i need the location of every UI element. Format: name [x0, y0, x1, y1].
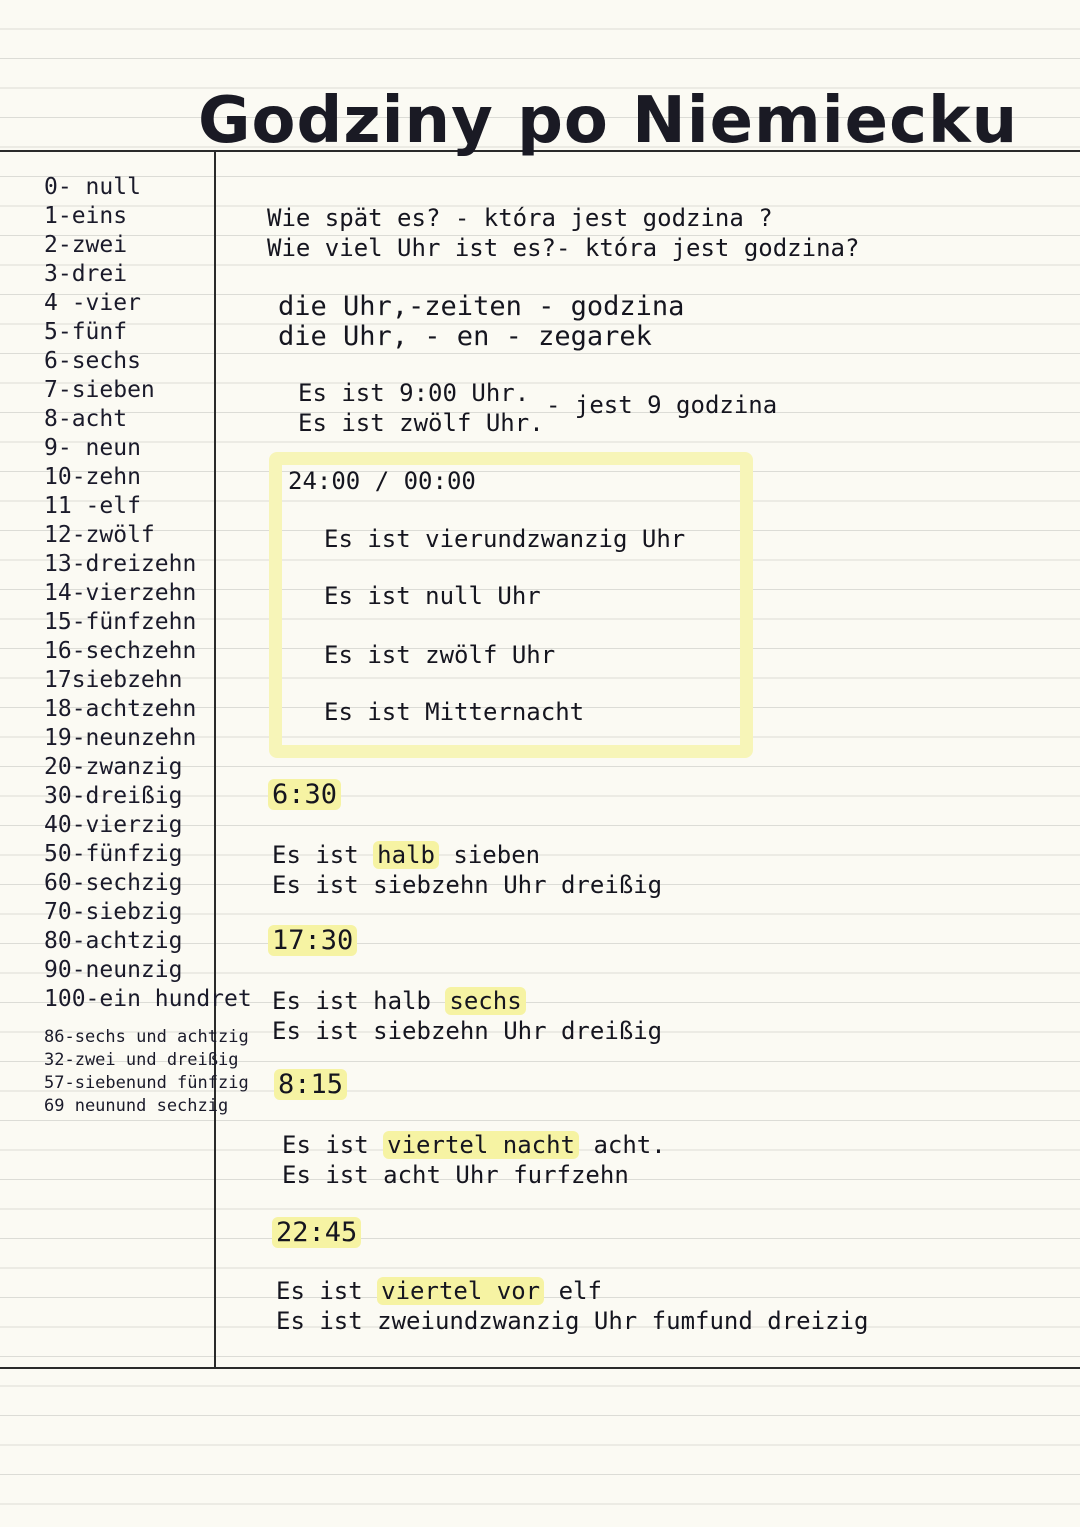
phrase-highlight: sechs [445, 987, 525, 1015]
number-item: 2-zwei [44, 232, 128, 258]
phrase-prefix: Es ist halb [272, 987, 431, 1015]
page-title: Godziny po Niemiecku [198, 84, 1019, 158]
midnight-line: Es ist Mitternacht [324, 698, 585, 726]
time-label: 6:30 [268, 779, 341, 810]
midnight-heading: 24:00 / 00:00 [288, 467, 476, 495]
number-item: 17siebzehn [44, 667, 183, 693]
time-phrase-line-2: Es ist zweiundzwanzig Uhr fumfund dreizig [276, 1307, 869, 1335]
number-item: 13-dreizehn [44, 551, 197, 577]
phrase-suffix: acht. [593, 1131, 666, 1159]
compound-number-item: 86-sechs und achtzig [44, 1027, 249, 1047]
number-item: 30-dreißig [44, 783, 183, 809]
number-item: 100-ein hundret [44, 986, 252, 1012]
number-item: 12-zwölf [44, 522, 155, 548]
vocab-line: die Uhr,-zeiten - godzina [278, 291, 685, 322]
number-item: 1-eins [44, 203, 128, 229]
phrase-highlight: halb [373, 841, 439, 869]
time-heading [272, 1218, 361, 1248]
time-label: 22:45 [272, 1217, 361, 1248]
time-phrase-line-2: Es ist acht Uhr furfzehn [282, 1161, 629, 1189]
compound-number-item: 57-siebenund fünfzig [44, 1073, 249, 1093]
time-heading [274, 1070, 347, 1100]
phrase-suffix: elf [558, 1277, 602, 1305]
number-item: 9- neun [44, 435, 141, 461]
number-item: 11 -elf [44, 493, 141, 519]
vocab-line: die Uhr, - en - zegarek [278, 321, 652, 352]
midnight-line: Es ist vierundzwanzig Uhr [324, 525, 686, 553]
number-item: 60-sechzig [44, 870, 183, 896]
number-item: 4 -vier [44, 290, 141, 316]
example-line: Es ist 9:00 Uhr. [298, 379, 530, 407]
number-item: 15-fünfzehn [44, 609, 197, 635]
midnight-line: Es ist null Uhr [324, 582, 541, 610]
compound-number-item: 69 neunund sechzig [44, 1096, 229, 1116]
time-phrase-line [276, 1276, 602, 1306]
number-item: 3-drei [44, 261, 128, 287]
number-item: 20-zwanzig [44, 754, 183, 780]
phrase-prefix: Es ist [282, 1131, 369, 1159]
number-item: 40-vierzig [44, 812, 183, 838]
number-item: 10-zehn [44, 464, 141, 490]
question-line: Wie spät es? - która jest godzina ? [267, 204, 773, 232]
number-item: 50-fünfzig [44, 841, 183, 867]
time-label: 8:15 [274, 1069, 347, 1100]
phrase-suffix: sieben [453, 841, 541, 869]
time-phrase-line [272, 986, 526, 1016]
left-margin-line [214, 150, 216, 1368]
phrase-highlight: viertel vor [377, 1277, 544, 1305]
number-item: 7-sieben [44, 377, 155, 403]
time-heading [268, 926, 357, 956]
number-item: 70-siebzig [44, 899, 183, 925]
number-item: 14-vierzehn [44, 580, 197, 606]
phrase-prefix: Es ist [272, 841, 359, 869]
phrase-highlight: viertel nacht [383, 1131, 579, 1159]
number-item: 19-neunzehn [44, 725, 197, 751]
phrase-prefix: Es ist [276, 1277, 363, 1305]
question-line: Wie viel Uhr ist es?- która jest godzina? [267, 234, 860, 262]
number-item: 90-neunzig [44, 957, 183, 983]
time-heading [268, 780, 341, 810]
time-phrase-line-2: Es ist siebzehn Uhr dreißig [272, 1017, 663, 1045]
number-item: 5-fünf [44, 319, 128, 345]
number-item: 0- null [44, 174, 141, 200]
time-phrase-line [282, 1130, 666, 1160]
number-item: 80-achtzig [44, 928, 183, 954]
time-phrase-line-2: Es ist siebzehn Uhr dreißig [272, 871, 663, 899]
number-item: 16-sechzehn [44, 638, 197, 664]
bottom-margin-line [0, 1367, 1080, 1369]
midnight-line: Es ist zwölf Uhr [324, 641, 556, 669]
compound-number-item: 32-zwei und dreißig [44, 1050, 239, 1070]
example-line: Es ist zwölf Uhr. [298, 409, 544, 437]
time-phrase-line [272, 840, 540, 870]
time-label: 17:30 [268, 925, 357, 956]
example-translation: - jest 9 godzina [546, 391, 778, 419]
number-item: 6-sechs [44, 348, 141, 374]
number-item: 8-acht [44, 406, 128, 432]
number-item: 18-achtzehn [44, 696, 197, 722]
